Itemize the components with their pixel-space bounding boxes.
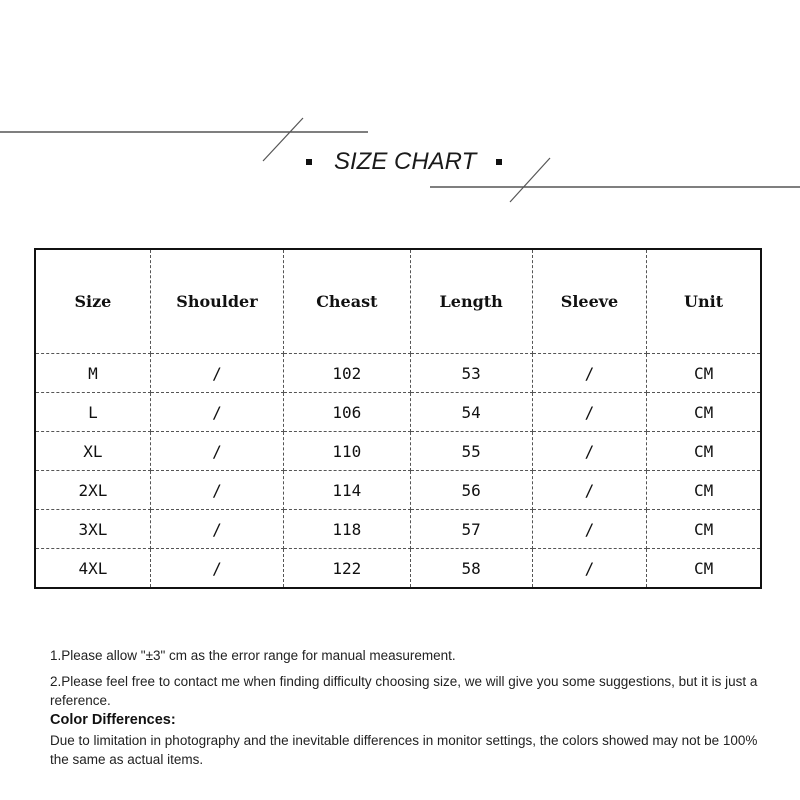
table-row bbox=[35, 432, 761, 471]
cell-unit: CM bbox=[647, 432, 761, 471]
table-row bbox=[35, 510, 761, 549]
right-slash-line bbox=[510, 158, 550, 202]
cell-length: 57 bbox=[410, 510, 532, 549]
cell-sleeve: / bbox=[532, 549, 646, 589]
column-header-unit: Unit bbox=[647, 249, 761, 354]
cell-length: 54 bbox=[410, 393, 532, 432]
cell-unit: CM bbox=[647, 510, 761, 549]
column-header-shoulder: Shoulder bbox=[150, 249, 283, 354]
size-table bbox=[34, 248, 762, 589]
table-row bbox=[35, 393, 761, 432]
cell-unit: CM bbox=[693, 558, 714, 578]
cell-chest: 122 bbox=[284, 549, 410, 589]
cell-shoulder: / bbox=[150, 354, 283, 393]
column-header-chest: Cheast bbox=[284, 249, 410, 354]
cell-chest: 102 bbox=[284, 354, 410, 393]
table-row bbox=[35, 354, 761, 393]
column-header-sleeve: Sleeve bbox=[532, 249, 646, 354]
page-title: SIZE CHART bbox=[334, 148, 477, 175]
table-row bbox=[35, 549, 761, 589]
column-header-size: Size bbox=[35, 249, 150, 354]
column-header-length: Length bbox=[410, 249, 532, 354]
cell-size: 2XL bbox=[35, 471, 150, 510]
cell-shoulder: / bbox=[150, 510, 283, 549]
color-differences-heading: Color Differences: bbox=[50, 712, 176, 728]
table-row bbox=[35, 471, 761, 510]
cell-size: L bbox=[35, 393, 150, 432]
cell-length: 58 bbox=[410, 549, 532, 589]
cell-sleeve: / bbox=[532, 510, 646, 549]
contact-note: 2.Please feel free to contact me when finding difficulty choosing size, we will give you some suggestions, but it is just a reference. bbox=[50, 674, 758, 708]
cell-sleeve: / bbox=[532, 393, 646, 432]
cell-size: 3XL bbox=[35, 510, 150, 549]
table-header-row bbox=[35, 249, 761, 354]
cell-chest: 118 bbox=[284, 510, 410, 549]
cell-size: M bbox=[35, 354, 150, 393]
cell-size: XL bbox=[35, 432, 150, 471]
cell-shoulder: / bbox=[150, 432, 283, 471]
title-row bbox=[296, 142, 516, 182]
cell-sleeve: / bbox=[532, 354, 646, 393]
cell-sleeve: / bbox=[532, 432, 646, 471]
cell-sleeve: / bbox=[532, 471, 646, 510]
cell-unit: CM bbox=[647, 393, 761, 432]
cell-length: 53 bbox=[410, 354, 532, 393]
notes-section bbox=[50, 646, 760, 769]
cell-unit: CM bbox=[647, 471, 761, 510]
measurement-note: 1.Please allow "±3" cm as the error range for manual measurement. bbox=[50, 648, 456, 663]
cell-chest: 110 bbox=[284, 432, 410, 471]
header-ornament bbox=[0, 0, 800, 240]
cell-shoulder: / bbox=[150, 471, 283, 510]
cell-length: 56 bbox=[410, 471, 532, 510]
cell-chest: 106 bbox=[284, 393, 410, 432]
cell-size: 4XL bbox=[35, 549, 150, 589]
cell-unit: CM bbox=[647, 354, 761, 393]
cell-shoulder: / bbox=[150, 549, 283, 589]
title-bullet-left bbox=[306, 159, 312, 165]
title-bullet-right bbox=[496, 159, 502, 165]
color-differences-text: Due to limitation in photography and the inevitable differences in monitor settings, the colors showed may not be 100% the same as actual items. bbox=[50, 733, 758, 767]
cell-chest: 114 bbox=[284, 471, 410, 510]
cell-length: 55 bbox=[410, 432, 532, 471]
cell-shoulder: / bbox=[150, 393, 283, 432]
